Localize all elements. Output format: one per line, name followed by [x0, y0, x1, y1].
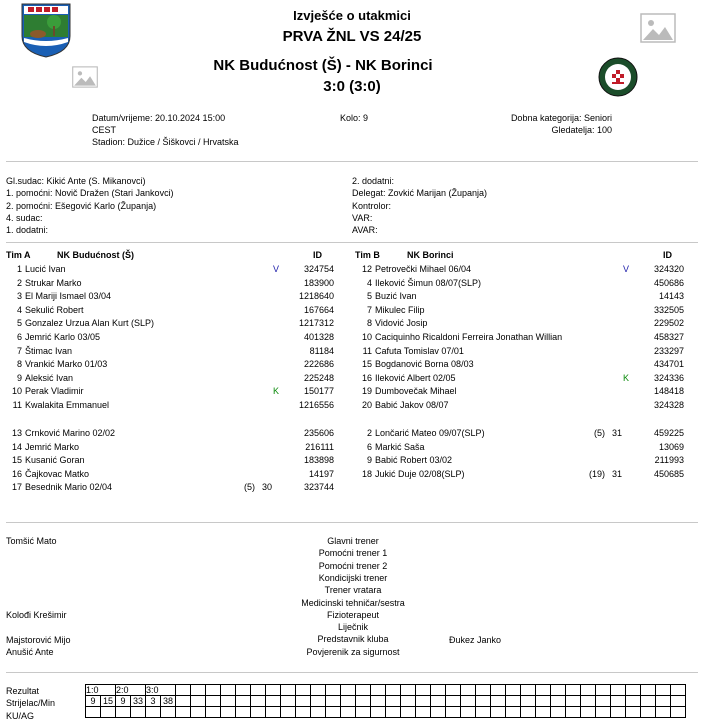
- player-name: Gonzalez Urzua Alan Kurt (SLP): [25, 318, 155, 329]
- result-grid-row: [86, 685, 686, 696]
- result-grid-cell: [491, 696, 506, 707]
- match-title: NK Budućnost (Š) - NK Borinci: [213, 57, 433, 74]
- player-name: Jemrić Marko: [25, 441, 80, 452]
- result-grid-cell: [506, 696, 521, 707]
- player-name: Štimac Ivan: [25, 345, 73, 356]
- player-number: 20: [361, 400, 372, 410]
- official-line: 2. dodatni:: [352, 176, 395, 186]
- staff-role: Kondicijski trener: [318, 572, 388, 583]
- player-number: 3: [16, 291, 22, 302]
- result-grid-cell: [566, 696, 581, 707]
- result-grid-cell: [521, 696, 536, 707]
- official-line: Gl.sudac: Kikić Ante (S. Mikanovci): [6, 176, 146, 186]
- official-line: AVAR:: [352, 225, 378, 236]
- scorer-label: Strijelac/Min: [6, 698, 56, 708]
- result-grid-cell: [176, 707, 191, 718]
- player-number: 10: [11, 386, 22, 397]
- result-grid-cell: [626, 707, 641, 718]
- player-name: Sekulić Robert: [25, 304, 84, 315]
- player-name: Cafuta Tomislav 07/01: [375, 345, 464, 356]
- result-grid-cell: 3:0: [146, 685, 159, 695]
- result-grid-cell: [146, 707, 161, 718]
- player-name: Caciquinho Ricaldoni Ferreira Jonathan Willian: [375, 332, 563, 342]
- official-line: VAR:: [352, 212, 373, 223]
- result-grid-cell: [551, 707, 566, 718]
- result-grid-cell: 2:0: [116, 685, 129, 695]
- result-grid-cell: [191, 707, 206, 718]
- player-name: Petrovečki Mihael 06/04: [375, 264, 472, 274]
- player-name: Jukić Duje 02/08(SLP): [375, 468, 465, 479]
- result-grid-cell: [266, 685, 281, 696]
- result-grid-cell: [581, 696, 596, 707]
- team-a-id-header: ID: [313, 250, 322, 260]
- player-name: Vrankić Marko 01/03: [25, 359, 108, 370]
- player-id: 1217312: [298, 318, 334, 329]
- result-grid-cell: [671, 685, 686, 696]
- player-number: 5: [16, 318, 22, 329]
- player-number: 14: [11, 441, 22, 452]
- player-id: 1216556: [298, 400, 334, 410]
- result-grid-cell: [371, 696, 386, 707]
- player-id: 233297: [653, 345, 684, 356]
- player-id: 167664: [303, 304, 334, 315]
- result-grid-cell: [341, 696, 356, 707]
- result-grid-cell: [401, 696, 416, 707]
- player-id: 459225: [653, 428, 684, 438]
- result-grid-cell: [476, 707, 491, 718]
- result-grid-cell: [236, 696, 251, 707]
- team-a-physio: Kolođi Krešimir: [6, 610, 67, 620]
- result-grid-cell: [431, 707, 446, 718]
- player-name: Vidović Josip: [375, 318, 428, 329]
- result-grid-cell: [446, 707, 461, 718]
- team-a-security: Anušić Ante: [6, 647, 54, 657]
- player-id: 148418: [653, 386, 684, 397]
- player-number: 18: [361, 468, 372, 479]
- player-number: 4: [16, 304, 22, 315]
- result-grid-cell: [551, 696, 566, 707]
- result-grid-cell: 1:0: [86, 685, 99, 695]
- result-grid-cell: [491, 685, 506, 696]
- player-number: 5: [366, 291, 372, 302]
- result-grid-cell: [536, 707, 551, 718]
- result-grid-cell: [566, 685, 581, 696]
- result-grid-cell: [566, 707, 581, 718]
- result-grid-cell: [671, 696, 686, 707]
- player-name: Ileković Albert 02/05: [375, 372, 456, 383]
- result-grid-cell: [491, 707, 506, 718]
- player-id: 324336: [653, 372, 684, 383]
- player-name: Markić Saša: [375, 441, 425, 452]
- player-name: Mikulec Filip: [375, 304, 425, 315]
- result-grid-cell: [131, 707, 146, 718]
- result-grid-cell: [386, 707, 401, 718]
- result-grid-cell: [206, 685, 221, 696]
- result-grid-cell: [416, 685, 431, 696]
- player-id: 211993: [654, 455, 684, 466]
- result-grid-cell: [176, 685, 191, 696]
- result-grid-cell: [236, 685, 251, 696]
- result-grid-cell: [281, 707, 296, 718]
- result-grid-cell: [446, 696, 461, 707]
- player-id: 324754: [303, 264, 334, 274]
- result-grid-cell: [221, 696, 236, 707]
- team-a-label: Tim A: [6, 250, 31, 260]
- result-grid-cell: 9: [86, 696, 101, 707]
- result-grid-cell: [341, 707, 356, 718]
- result-grid-cell: [626, 685, 641, 696]
- staff-role: Predstavnik kluba: [317, 634, 389, 645]
- result-grid-cell: [326, 685, 341, 696]
- player-number: 8: [366, 318, 372, 329]
- team-b-id-header: ID: [663, 250, 672, 260]
- goalkeeper-mark: V: [273, 264, 280, 274]
- player-name: Lončarić Mateo 09/07(SLP): [375, 428, 485, 438]
- result-grid-cell: [236, 707, 251, 718]
- official-line: 1. dodatni:: [6, 225, 49, 236]
- result-grid-cell: [221, 707, 236, 718]
- result-grid-cell: [326, 696, 341, 707]
- player-id: 450685: [653, 468, 684, 479]
- result-grid-cell: [356, 707, 371, 718]
- result-grid-cell: [506, 685, 521, 696]
- substitution-player: (19): [588, 468, 605, 479]
- player-number: 1: [16, 264, 22, 274]
- player-number: 6: [366, 441, 372, 452]
- player-id: 14197: [308, 468, 334, 479]
- goalkeeper-mark: V: [623, 264, 630, 274]
- result-grid-cell: [551, 685, 566, 696]
- result-grid-cell: [371, 707, 386, 718]
- yellow-red-label: KU/AG: [6, 711, 35, 721]
- player-name: Jemrić Karlo 03/05: [25, 332, 101, 342]
- player-number: 7: [366, 304, 372, 315]
- result-grid-cell: [626, 696, 641, 707]
- team-b-name: NK Borinci: [407, 250, 454, 260]
- player-number: 7: [16, 345, 22, 356]
- player-number: 10: [361, 332, 372, 342]
- result-grid-cell: [191, 685, 206, 696]
- result-grid-cell: 3: [146, 696, 161, 707]
- result-grid-cell: [641, 685, 656, 696]
- player-name: Kusanić Goran: [25, 455, 85, 466]
- result-grid-cell: [311, 685, 326, 696]
- player-name: Buzić Ivan: [375, 291, 417, 302]
- result-grid-row: [86, 696, 686, 707]
- player-name: Čajkovac Matko: [25, 468, 90, 479]
- result-grid-cell: [131, 685, 146, 696]
- player-id: 229502: [653, 318, 684, 329]
- result-grid-cell: [101, 685, 116, 696]
- player-name: El Mariji Ismael 03/04: [25, 291, 112, 302]
- player-number: 17: [11, 482, 22, 493]
- result-grid-cell: [416, 696, 431, 707]
- result-grid-cell: [356, 685, 371, 696]
- result-grid-cell: [296, 696, 311, 707]
- result-grid-cell: [176, 696, 191, 707]
- result-grid-cell: [161, 685, 176, 696]
- result-grid-cell: [401, 685, 416, 696]
- player-number: 8: [16, 359, 22, 370]
- result-grid-cell: [536, 696, 551, 707]
- player-name: Strukar Marko: [25, 277, 82, 288]
- staff-role: Medicinski tehničar/sestra: [301, 597, 405, 608]
- result-grid-cell: [386, 685, 401, 696]
- result-label: Rezultat: [6, 686, 40, 696]
- player-number: 2: [16, 277, 22, 288]
- player-name: Besednik Mario 02/04: [25, 482, 113, 493]
- match-stadium: Stadion: Dužice / Šiškovci / Hrvatska: [92, 137, 239, 147]
- player-id: 1218640: [298, 291, 334, 302]
- player-name: Crnković Marino 02/02: [25, 428, 116, 438]
- result-grid-cell: [476, 696, 491, 707]
- result-grid-cell: [671, 707, 686, 718]
- result-grid-cell: [431, 685, 446, 696]
- player-number: 9: [16, 372, 22, 383]
- result-grid-cell: [536, 685, 551, 696]
- substitution-minute: 31: [611, 428, 622, 438]
- player-number: 16: [361, 372, 372, 383]
- player-id: 235606: [303, 428, 334, 438]
- player-id: 183898: [303, 455, 334, 466]
- result-grid-cell: [86, 707, 101, 718]
- player-id: 183900: [303, 277, 334, 288]
- result-grid-cell: [431, 696, 446, 707]
- result-grid-cell: 33: [131, 696, 146, 707]
- result-grid-cell: [656, 707, 671, 718]
- result-grid-cell: [266, 696, 281, 707]
- result-grid-cell: [596, 707, 611, 718]
- player-id: 81184: [309, 345, 334, 356]
- substitution-player: (5): [244, 482, 255, 493]
- player-number: 13: [11, 428, 22, 438]
- match-round: Kolo: 9: [340, 113, 369, 123]
- official-line: 2. pomoćni: Ešegović Karlo (Županja): [6, 200, 157, 211]
- result-grid-cell: 38: [161, 696, 176, 707]
- substitution-player: (5): [594, 428, 605, 438]
- competition-title: PRVA ŽNL VS 24/25: [282, 28, 422, 45]
- result-grid-cell: [611, 707, 626, 718]
- result-grid-cell: [161, 707, 176, 718]
- player-id: 434701: [653, 359, 684, 370]
- result-grid-cell: [416, 707, 431, 718]
- player-id: 13069: [658, 441, 684, 452]
- player-number: 12: [361, 264, 372, 274]
- result-grid-cell: [581, 707, 596, 718]
- match-datetime: Datum/vrijeme: 20.10.2024 15:00: [92, 113, 226, 123]
- player-name: Lucić Ivan: [25, 264, 66, 274]
- player-number: 11: [12, 400, 22, 410]
- report-title: Izvješće o utakmici: [293, 8, 411, 23]
- staff-role: Liječnik: [337, 622, 368, 633]
- result-grid-cell: [311, 707, 326, 718]
- result-grid-cell: [251, 696, 266, 707]
- player-id: 150177: [303, 386, 334, 397]
- player-id: 458327: [653, 332, 684, 342]
- captain-mark: K: [623, 372, 630, 383]
- result-grid-cell: [296, 707, 311, 718]
- result-grid-cell: [581, 685, 596, 696]
- result-grid-cell: [656, 685, 671, 696]
- result-grid-cell: [221, 685, 236, 696]
- result-grid-cell: [596, 685, 611, 696]
- team-a-head-coach: Tomšić Mato: [6, 536, 57, 546]
- player-id: 401328: [303, 332, 334, 342]
- result-grid-cell: [641, 707, 656, 718]
- result-grid-cell: [521, 707, 536, 718]
- player-id: 450686: [653, 277, 684, 288]
- player-name: Ileković Šimun 08/07(SLP): [375, 277, 482, 288]
- team-b-label: Tim B: [355, 250, 380, 260]
- result-grid-cell: [311, 696, 326, 707]
- result-grid: [85, 684, 686, 718]
- result-grid-cell: [461, 707, 476, 718]
- match-score: 3:0 (3:0): [323, 78, 381, 95]
- player-number: 15: [11, 455, 22, 466]
- player-name: Aleksić Ivan: [25, 372, 74, 383]
- result-grid-cell: [641, 696, 656, 707]
- match-timezone: CEST: [92, 125, 117, 135]
- result-grid-cell: [191, 696, 206, 707]
- spectators-count: Gledatelja: 100: [551, 125, 612, 135]
- official-line: Kontrolor:: [352, 200, 392, 211]
- staff-role: Pomoćni trener 1: [318, 548, 388, 559]
- player-id: 324320: [653, 264, 684, 274]
- player-id: 332505: [653, 304, 684, 315]
- result-grid-cell: [596, 696, 611, 707]
- result-grid-cell: [656, 696, 671, 707]
- substitution-minute: 31: [611, 468, 622, 479]
- result-grid-row: [86, 707, 686, 718]
- result-grid-cell: 15: [101, 696, 116, 707]
- result-grid-cell: [356, 696, 371, 707]
- result-grid-cell: [251, 707, 266, 718]
- player-id: 324328: [653, 400, 684, 410]
- official-line: 4. sudac:: [6, 212, 43, 223]
- team-a-name: NK Budućnost (Š): [57, 250, 134, 260]
- player-id: 222686: [303, 359, 334, 370]
- result-grid-cell: [266, 707, 281, 718]
- player-name: Babić Jakov 08/07: [375, 400, 449, 410]
- result-grid-cell: [401, 707, 416, 718]
- result-grid-cell: [251, 685, 266, 696]
- player-number: 4: [366, 277, 372, 288]
- player-name: Perak Vladimir: [25, 386, 84, 397]
- result-grid-cell: [461, 685, 476, 696]
- result-grid-cell: [341, 685, 356, 696]
- result-grid-cell: [506, 707, 521, 718]
- age-category: Dobna kategorija: Seniori: [510, 113, 612, 123]
- player-number: 6: [16, 332, 22, 342]
- player-id: 14143: [658, 291, 684, 302]
- result-grid-cell: [281, 696, 296, 707]
- player-number: 11: [362, 345, 372, 356]
- result-grid-cell: [446, 685, 461, 696]
- player-name: Babić Robert 03/02: [375, 455, 453, 466]
- player-name: Kwalakita Emmanuel: [25, 400, 110, 410]
- team-a-club-rep: Majstorović Mijo: [6, 635, 71, 645]
- player-number: 15: [361, 359, 372, 370]
- staff-role: Glavni trener: [327, 536, 379, 546]
- result-grid-cell: [206, 707, 221, 718]
- player-id: 216111: [305, 441, 334, 452]
- player-id: 225248: [303, 372, 334, 383]
- result-grid-cell: [281, 685, 296, 696]
- result-grid-cell: [371, 685, 386, 696]
- result-grid-cell: [116, 707, 131, 718]
- player-name: Bogdanović Borna 08/03: [375, 359, 474, 370]
- result-grid-cell: [611, 685, 626, 696]
- result-grid-cell: [101, 707, 116, 718]
- result-grid-cell: [206, 696, 221, 707]
- player-number: 2: [366, 428, 372, 438]
- result-grid-cell: [461, 696, 476, 707]
- player-number: 9: [366, 455, 372, 466]
- staff-role: Fizioterapeut: [326, 609, 380, 620]
- player-name: Dumbovečak Mihael: [375, 386, 457, 397]
- result-grid-cell: [521, 685, 536, 696]
- official-line: 1. pomoćni: Novič Dražen (Stari Jankovci): [6, 188, 174, 199]
- staff-role: Trener vratara: [324, 585, 382, 596]
- team-b-club-rep: Đukez Janko: [449, 635, 502, 645]
- player-number: 16: [11, 468, 22, 479]
- result-grid-cell: [296, 685, 311, 696]
- result-grid-cell: [326, 707, 341, 718]
- result-grid-cell: [611, 696, 626, 707]
- result-grid-cell: [386, 696, 401, 707]
- substitution-minute: 30: [261, 482, 272, 493]
- player-number: 19: [361, 386, 372, 397]
- captain-mark: K: [273, 386, 280, 397]
- result-grid-cell: [476, 685, 491, 696]
- staff-role: Povjerenik za sigurnost: [306, 646, 400, 657]
- official-line: Delegat: Zovkić Marijan (Županja): [352, 188, 488, 199]
- result-grid-cell: 9: [116, 696, 131, 707]
- player-id: 323744: [303, 482, 334, 493]
- staff-role: Pomoćni trener 2: [318, 560, 388, 571]
